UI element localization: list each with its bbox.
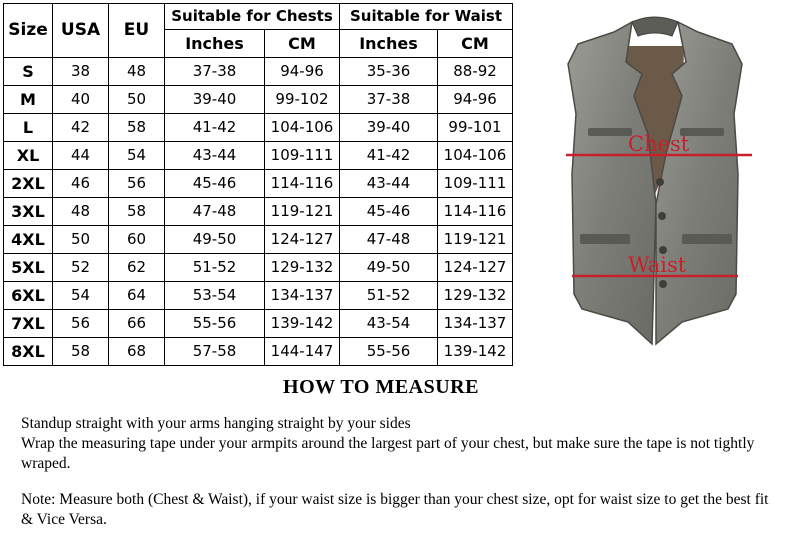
size-cell: 8XL (4, 338, 53, 366)
size-cell: 6XL (4, 282, 53, 310)
eu-cell: 54 (109, 142, 165, 170)
eu-header: EU (109, 4, 165, 58)
size-cell: 3XL (4, 198, 53, 226)
waist-cm-header: CM (438, 30, 513, 58)
waist-cm-cell: 94-96 (438, 86, 513, 114)
usa-cell: 54 (53, 282, 109, 310)
waist-cm-cell: 139-142 (438, 338, 513, 366)
eu-cell: 56 (109, 170, 165, 198)
waist-cm-cell: 134-137 (438, 310, 513, 338)
waist-inches-cell: 35-36 (340, 58, 438, 86)
chest-group-header: Suitable for Chests (165, 4, 340, 30)
instruction-note: Note: Measure both (Chest & Waist), if your waist size is bigger than your chest size, opt for waist size to get the best fit & Vice Versa. (21, 491, 769, 528)
vest-image (548, 4, 762, 366)
waist-inches-cell: 51-52 (340, 282, 438, 310)
table-row (4, 198, 513, 226)
waist-inches-cell: 41-42 (340, 142, 438, 170)
chest-cm-cell: 139-142 (265, 310, 340, 338)
waist-cm-cell: 129-132 (438, 282, 513, 310)
eu-cell: 66 (109, 310, 165, 338)
waist-cm-cell: 114-116 (438, 198, 513, 226)
usa-cell: 42 (53, 114, 109, 142)
chest-cm-cell: 99-102 (265, 86, 340, 114)
chest-pocket-left (588, 128, 632, 136)
usa-header: USA (53, 4, 109, 58)
how-to-measure-title: HOW TO MEASURE (283, 376, 479, 398)
waist-cm-cell: 124-127 (438, 254, 513, 282)
waist-inches-cell: 43-54 (340, 310, 438, 338)
waist-inches-cell: 45-46 (340, 198, 438, 226)
usa-cell: 38 (53, 58, 109, 86)
size-cell: 7XL (4, 310, 53, 338)
chest-cm-cell: 114-116 (265, 170, 340, 198)
eu-cell: 58 (109, 114, 165, 142)
size-cell: 2XL (4, 170, 53, 198)
usa-cell: 44 (53, 142, 109, 170)
size-cell: XL (4, 142, 53, 170)
instruction-line-1: Standup straight with your arms hanging straight by your sides (21, 415, 411, 432)
waist-cm-cell: 99-101 (438, 114, 513, 142)
table-row (4, 170, 513, 198)
waist-cm-cell: 109-111 (438, 170, 513, 198)
instruction-line-2: Wrap the measuring tape under your armpits around the largest part of your chest, but make sure the tape is not tightly wraped. (21, 435, 755, 472)
chest-cm-cell: 109-111 (265, 142, 340, 170)
eu-cell: 60 (109, 226, 165, 254)
usa-cell: 40 (53, 86, 109, 114)
vest-button (659, 280, 667, 288)
waist-pocket-right (682, 234, 732, 244)
chest-inches-cell: 57-58 (165, 338, 265, 366)
waist-inches-cell: 37-38 (340, 86, 438, 114)
table-row (4, 86, 513, 114)
chest-inches-cell: 41-42 (165, 114, 265, 142)
vest-illustration (548, 4, 762, 366)
table-row (4, 338, 513, 366)
chest-cm-cell: 124-127 (265, 226, 340, 254)
chest-label: Chest (628, 132, 690, 156)
eu-cell: 68 (109, 338, 165, 366)
chest-cm-cell: 104-106 (265, 114, 340, 142)
usa-cell: 48 (53, 198, 109, 226)
chest-inches-cell: 47-48 (165, 198, 265, 226)
chest-cm-cell: 94-96 (265, 58, 340, 86)
chest-inches-cell: 37-38 (165, 58, 265, 86)
eu-cell: 58 (109, 198, 165, 226)
vest-button (656, 178, 664, 186)
vest-button (658, 212, 666, 220)
eu-cell: 48 (109, 58, 165, 86)
size-chart-table (3, 3, 513, 366)
waist-group-header: Suitable for Waist (340, 4, 513, 30)
chest-cm-cell: 134-137 (265, 282, 340, 310)
usa-cell: 58 (53, 338, 109, 366)
chest-cm-cell: 144-147 (265, 338, 340, 366)
table-row (4, 226, 513, 254)
instructions-block (21, 414, 771, 530)
table-row (4, 114, 513, 142)
waist-label: Waist (628, 253, 687, 277)
usa-cell: 52 (53, 254, 109, 282)
waist-cm-cell: 88-92 (438, 58, 513, 86)
waist-inches-cell: 55-56 (340, 338, 438, 366)
chest-inches-cell: 53-54 (165, 282, 265, 310)
size-cell: 5XL (4, 254, 53, 282)
eu-cell: 62 (109, 254, 165, 282)
usa-cell: 56 (53, 310, 109, 338)
size-cell: 4XL (4, 226, 53, 254)
chest-inches-cell: 39-40 (165, 86, 265, 114)
size-cell: S (4, 58, 53, 86)
table-row (4, 254, 513, 282)
waist-inches-header: Inches (340, 30, 438, 58)
waist-inches-cell: 39-40 (340, 114, 438, 142)
instruction-gap (21, 474, 771, 490)
size-cell: L (4, 114, 53, 142)
waist-pocket-left (580, 234, 630, 244)
chest-inches-cell: 43-44 (165, 142, 265, 170)
size-rows (4, 58, 513, 366)
table-row (4, 58, 513, 86)
waist-inches-cell: 43-44 (340, 170, 438, 198)
vest-collar (632, 17, 678, 36)
table-row (4, 282, 513, 310)
chest-inches-cell: 49-50 (165, 226, 265, 254)
chest-cm-header: CM (265, 30, 340, 58)
size-header: Size (4, 4, 53, 58)
chest-inches-cell: 45-46 (165, 170, 265, 198)
table-row (4, 310, 513, 338)
waist-cm-cell: 104-106 (438, 142, 513, 170)
eu-cell: 50 (109, 86, 165, 114)
table-row (4, 142, 513, 170)
chest-inches-cell: 55-56 (165, 310, 265, 338)
eu-cell: 64 (109, 282, 165, 310)
waist-inches-cell: 49-50 (340, 254, 438, 282)
chest-cm-cell: 119-121 (265, 198, 340, 226)
chest-cm-cell: 129-132 (265, 254, 340, 282)
chest-inches-header: Inches (165, 30, 265, 58)
usa-cell: 50 (53, 226, 109, 254)
usa-cell: 46 (53, 170, 109, 198)
chest-inches-cell: 51-52 (165, 254, 265, 282)
waist-cm-cell: 119-121 (438, 226, 513, 254)
size-cell: M (4, 86, 53, 114)
waist-inches-cell: 47-48 (340, 226, 438, 254)
